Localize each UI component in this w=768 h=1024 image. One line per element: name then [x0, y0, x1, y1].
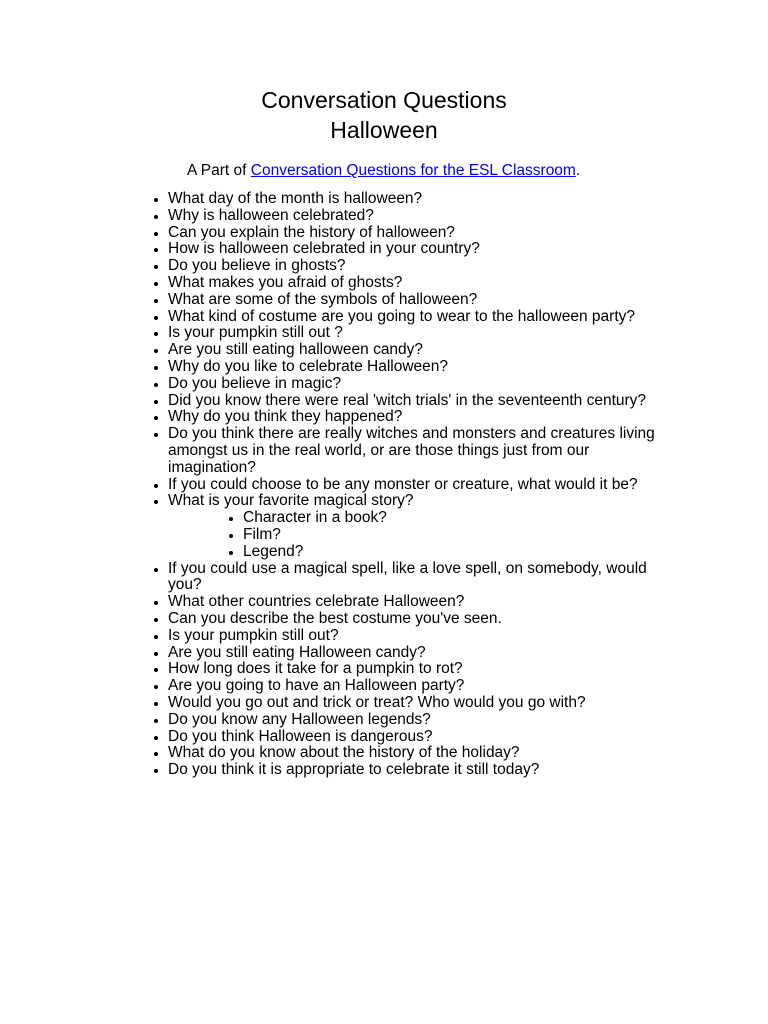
- list-item: • Did you know there were real 'witch trials' in the seventeenth century?: [168, 393, 658, 410]
- list-item: • Why do you think they happened?: [168, 409, 658, 426]
- list-item: • What do you know about the history of the holiday?: [168, 745, 658, 762]
- list-item: • Why is halloween celebrated?: [168, 208, 658, 225]
- sub-list-item: • Film?: [243, 527, 658, 544]
- list-item: • Can you explain the history of halloween?: [168, 225, 658, 242]
- list-item: • Are you going to have an Halloween party?: [168, 678, 658, 695]
- esl-classroom-link[interactable]: Conversation Questions for the ESL Classroom: [250, 162, 576, 179]
- list-item-text: What is your favorite magical story?: [168, 492, 414, 510]
- page-subtitle: Halloween: [330, 117, 438, 143]
- list-item: • Are you still eating Halloween candy?: [168, 645, 658, 662]
- sub-list-item: • Character in a book?: [243, 510, 658, 527]
- sub-question-list: [168, 510, 658, 560]
- list-item: • Would you go out and trick or treat? Who would you go with?: [168, 695, 658, 712]
- list-item: • What kind of costume are you going to wear to the halloween party?: [168, 309, 658, 326]
- list-item: • How long does it take for a pumpkin to rot?: [168, 661, 658, 678]
- list-item: • What are some of the symbols of halloween?: [168, 292, 658, 309]
- list-item: • Do you think Halloween is dangerous?: [168, 729, 658, 746]
- question-list: [168, 191, 658, 779]
- list-item: • How is halloween celebrated in your country?: [168, 241, 658, 258]
- list-item: • Do you believe in magic?: [168, 376, 658, 393]
- list-item: • Do you know any Halloween legends?: [168, 712, 658, 729]
- list-item: • Do you think there are really witches and monsters and creatures living amongst us in the real world, or are those things just from our imagination?: [168, 426, 658, 476]
- list-item: • What other countries celebrate Halloween?: [168, 594, 658, 611]
- list-item: • Are you still eating halloween candy?: [168, 342, 658, 359]
- list-item: • What makes you afraid of ghosts?: [168, 275, 658, 292]
- list-item: • If you could choose to be any monster or creature, what would it be?: [168, 477, 658, 494]
- list-item: • Is your pumpkin still out ?: [168, 325, 658, 342]
- list-item: • Is your pumpkin still out?: [168, 628, 658, 645]
- intro-suffix: .: [575, 162, 581, 179]
- list-item: • Do you think it is appropriate to celebrate it still today?: [168, 762, 658, 779]
- list-item: • If you could use a magical spell, like a love spell, on somebody, would you?: [168, 561, 658, 595]
- sub-list-item: • Legend?: [243, 544, 658, 561]
- intro-line: [187, 160, 580, 182]
- page-title: Conversation Questions: [261, 87, 507, 113]
- list-item: • Can you describe the best costume you've seen.: [168, 611, 658, 628]
- list-item: • Do you believe in ghosts?: [168, 258, 658, 275]
- list-item: • What day of the month is halloween?: [168, 191, 658, 208]
- list-item: • Why do you like to celebrate Halloween?: [168, 359, 658, 376]
- list-item-with-sublist: [168, 493, 658, 560]
- intro-prefix: A Part of: [187, 162, 251, 179]
